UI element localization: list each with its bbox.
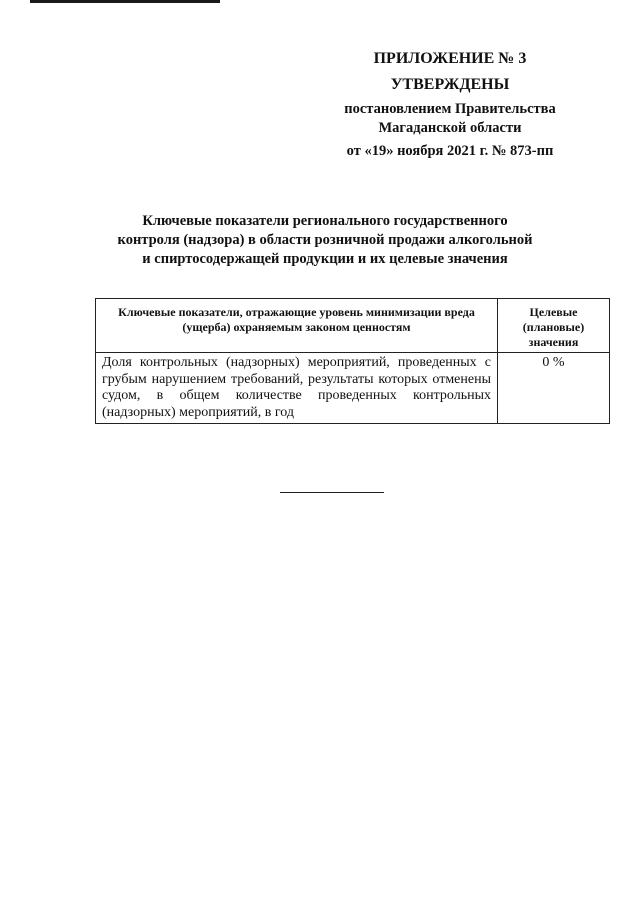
resolution-line-2: Магаданской области [378, 120, 522, 136]
title-line-3: и спиртосодержащей продукции и их целевые значения [142, 251, 508, 267]
indicators-table [95, 298, 610, 424]
scan-edge-artifact [30, 0, 220, 3]
document-title [90, 212, 560, 269]
target-value-cell: 0 % [498, 353, 610, 424]
column-header-target: Целевые (плановые) значения [498, 299, 610, 353]
table-header-row [96, 299, 610, 353]
resolution-line-1: постановлением Правительства [344, 101, 556, 117]
table-row [96, 353, 610, 424]
resolution-text [300, 100, 600, 138]
resolution-date-number: от «19» ноября 2021 г. № 873-пп [346, 143, 554, 159]
closing-divider [280, 492, 384, 493]
title-line-2: контроля (надзора) в области розничной продажи алкогольной [117, 232, 533, 248]
approved-label: УТВЕРЖДЕНЫ [390, 76, 510, 93]
title-line-1: Ключевые показатели регионального государственного [142, 213, 508, 229]
column-header-indicator: Ключевые показатели, отражающие уровень минимизации вреда (ущерба) охраняемым законом ценностям [96, 299, 498, 353]
indicator-cell: Доля контрольных (надзорных) мероприятий, проведенных с грубым нарушением требований, результаты которых отменены судом, в общем количестве проведенных контрольных (надзорных) мероприятий, в год [96, 353, 498, 424]
appendix-label: ПРИЛОЖЕНИЕ № 3 [373, 50, 527, 67]
